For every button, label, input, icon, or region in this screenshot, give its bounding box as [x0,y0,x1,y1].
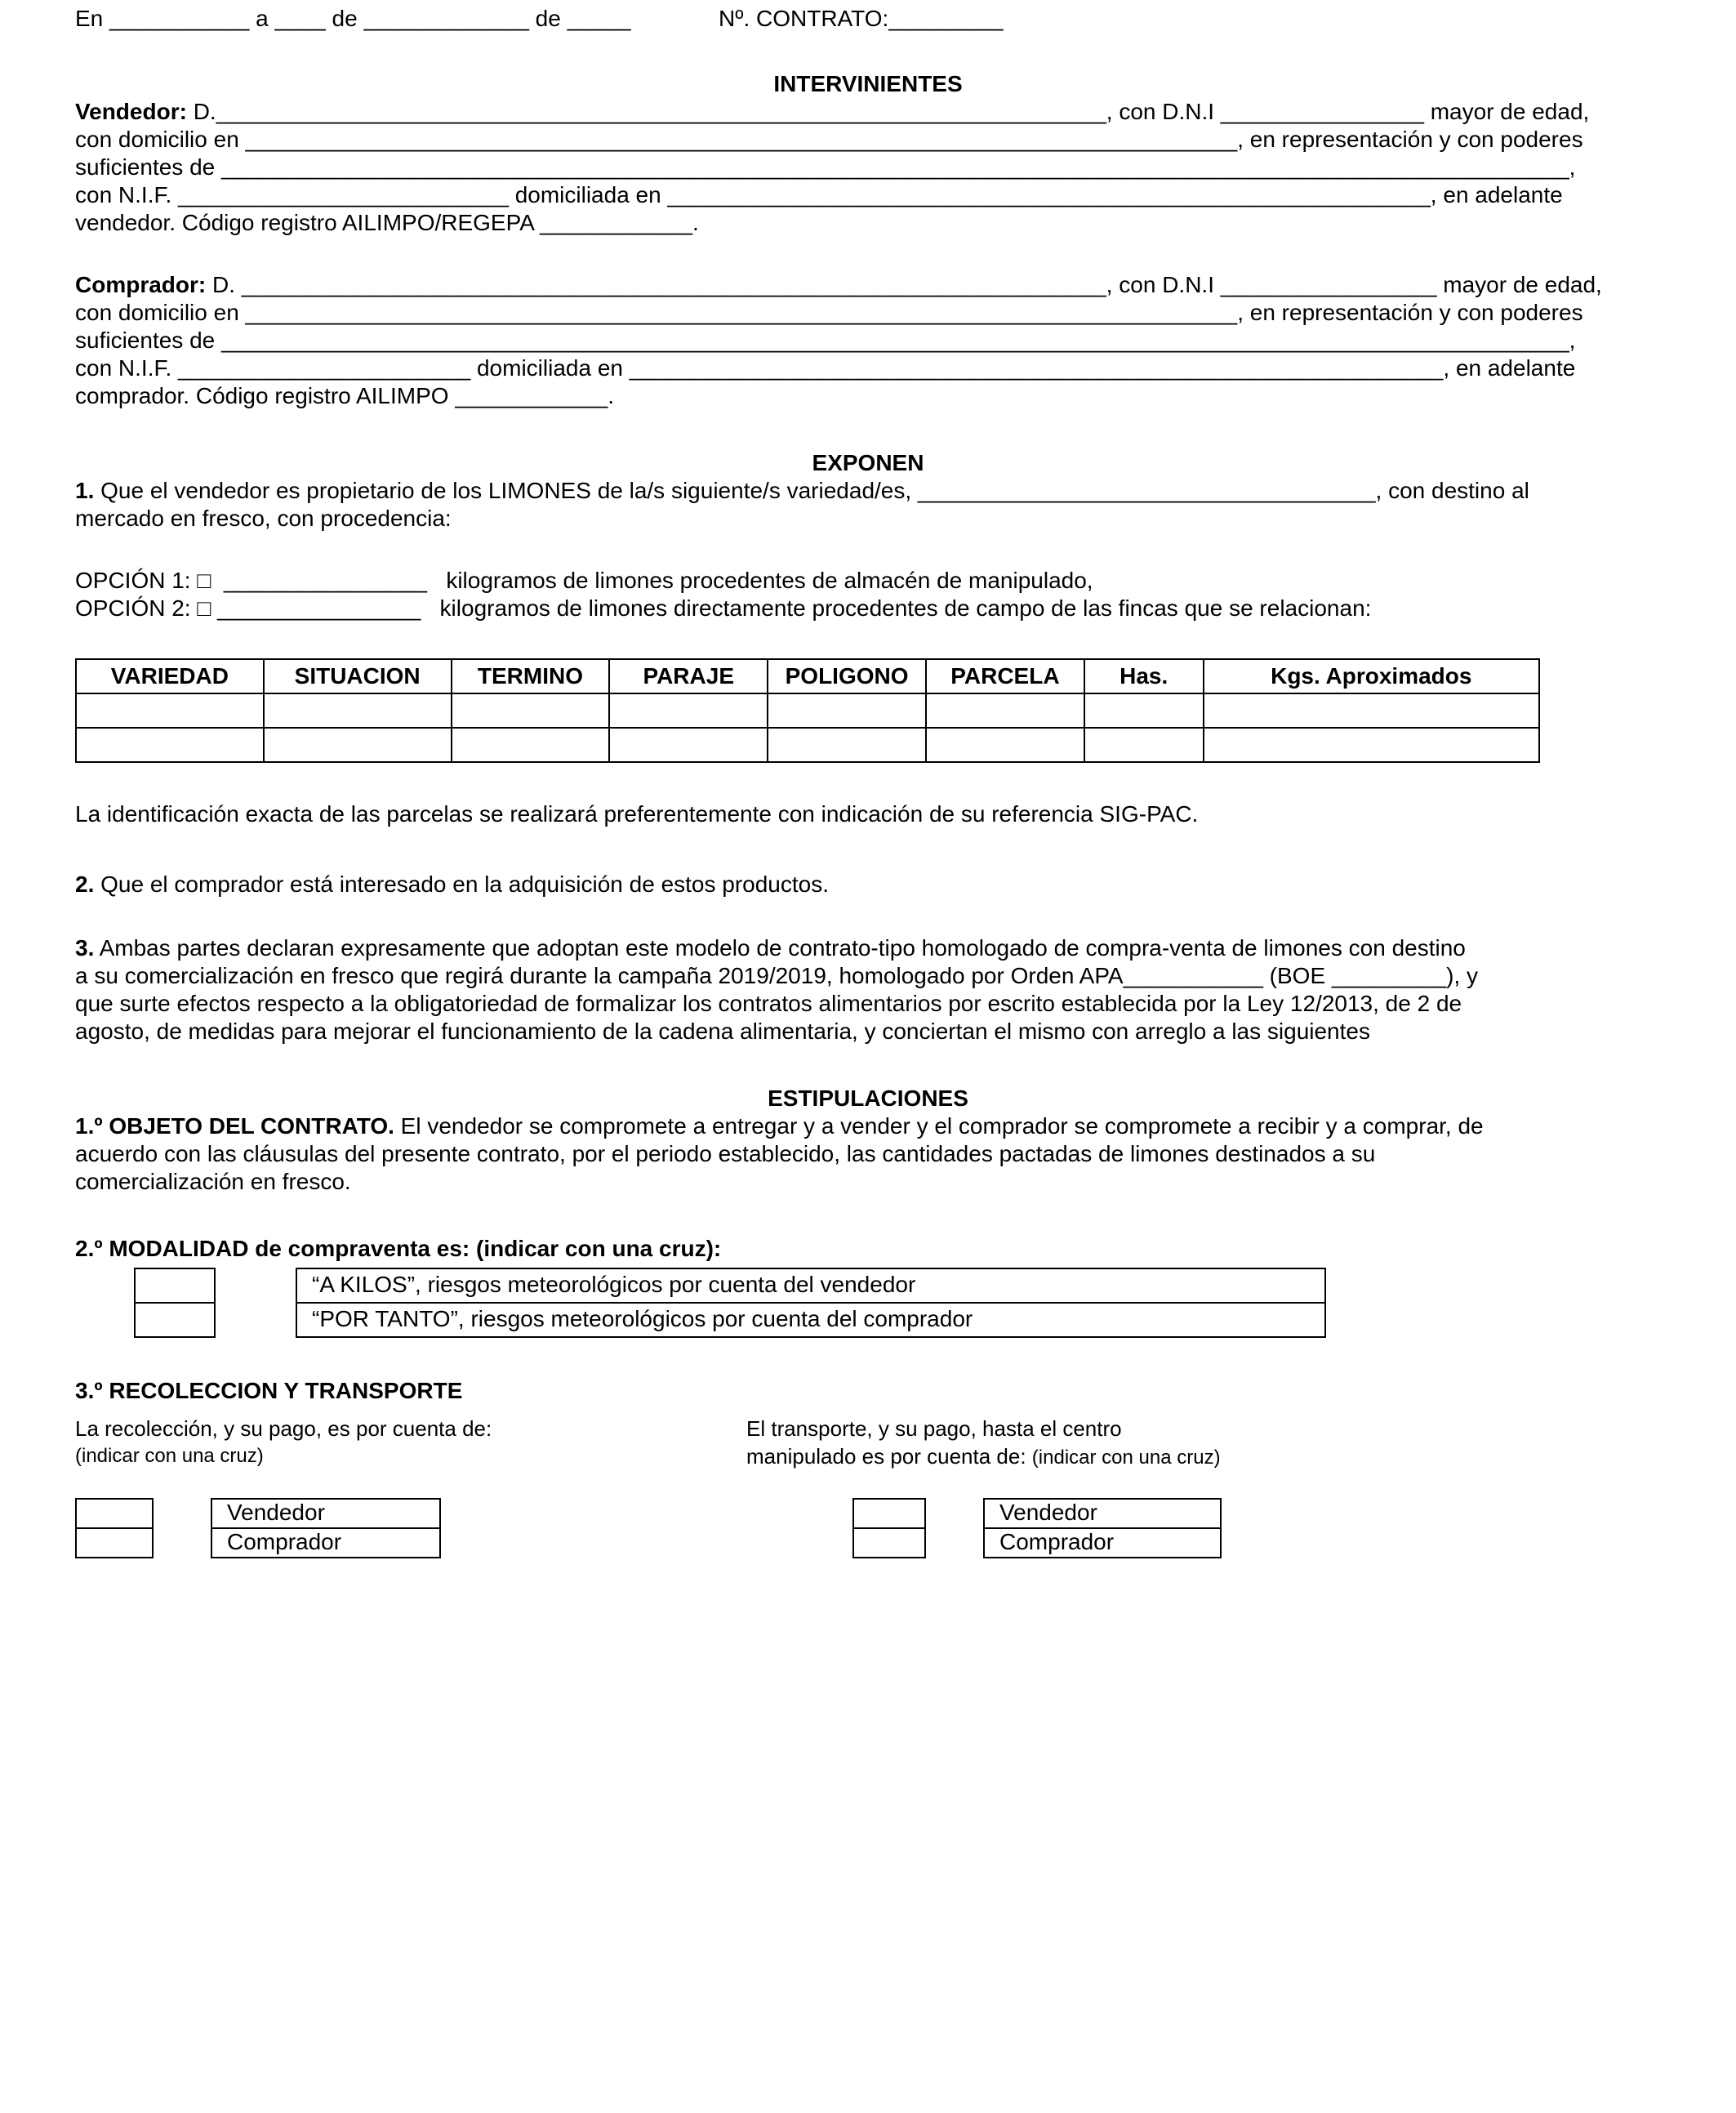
col-header-termino: TERMINO [452,659,610,693]
comprador-line-1 [75,271,1656,299]
table-row[interactable] [76,728,1539,762]
exponen-p2 [75,871,829,898]
estipulacion-1-line-1 [75,1112,1656,1140]
recoleccion-comprador-label: Comprador [211,1527,441,1558]
parcelas-table-header [76,659,1539,693]
recoleccion-vendedor-label: Vendedor [211,1498,441,1529]
table-cell[interactable] [264,693,452,728]
comprador-line-5: comprador. Código registro AILIMPO ____________. [75,383,614,408]
vendedor-label: Vendedor: [75,99,187,124]
estipulaciones-title: ESTIPULACIONES [768,1085,968,1111]
comprador-line-4: con N.I.F. _______________________ domiciliada en ________________________________________________________________, en adelante [75,355,1576,381]
table-cell[interactable] [609,693,768,728]
exponen-p2-number: 2. [75,872,95,897]
comprador-line-3: suficientes de __________________________________________________________________________________________________________, [75,328,1576,353]
contract-number-line: Nº. CONTRATO:_________ [719,6,1004,31]
col-header-kgs: Kgs. Aproximados [1204,659,1539,693]
transporte-comprador-checkbox[interactable] [852,1527,926,1558]
comprador-line-2: con domicilio en ______________________________________________________________________________, en representación y con poderes [75,300,1583,325]
exponen-p3-line-3: que surte efectos respecto a la obligatoriedad de formalizar los contratos alimentarios por escrito establecida por la Ley 12/2013, de 2 de [75,991,1462,1016]
por-tanto-option: “POR TANTO”, riesgos meteorológicos por cuenta del comprador [296,1302,1326,1338]
col-header-parcela: PARCELA [926,659,1084,693]
exponen-p2-text: Que el comprador está interesado en la adquisición de estos productos. [94,872,830,897]
exponen-p3-line-1 [75,934,1656,962]
transporte-vendedor-checkbox[interactable] [852,1498,926,1529]
por-tanto-checkbox[interactable] [134,1302,216,1338]
comprador-label: Comprador: [75,272,207,297]
recoleccion-note: (indicar con una cruz) [75,1445,264,1467]
parcelas-table [75,658,1540,763]
transporte-comprador-label: Comprador [983,1527,1222,1558]
exponen-title: EXPONEN [812,450,924,475]
table-cell[interactable] [768,728,926,762]
exponen-p3-line-2: a su comercialización en fresco que regirá durante la campaña 2019/2019, homologado por Orden APA___________ (BOE _________), y [75,963,1478,988]
transporte-label-line-2-text: manipulado es por cuenta de: [746,1444,1032,1469]
transporte-label: El transporte, y su pago, hasta el centro [746,1416,1122,1441]
exponen-p1-line-2: mercado en fresco, con procedencia: [75,506,452,531]
table-cell[interactable] [452,693,610,728]
a-kilos-checkbox[interactable] [134,1268,216,1304]
table-cell[interactable] [926,728,1084,762]
a-kilos-option: “A KILOS”, riesgos meteorológicos por cuenta del vendedor [296,1268,1326,1304]
col-header-situacion: SITUACION [264,659,452,693]
table-cell[interactable] [76,693,264,728]
col-header-paraje: PARAJE [609,659,768,693]
transporte-vendedor-label: Vendedor [983,1498,1222,1529]
vendedor-line-5: vendedor. Código registro AILIMPO/REGEPA ____________. [75,210,699,235]
table-cell[interactable] [76,728,264,762]
vendedor-line-1-text: D.______________________________________________________________________, con D.N.I ________________ mayor de edad, [186,99,1590,124]
table-cell[interactable] [1204,693,1539,728]
exponen-p3-line-1-text: Ambas partes declaran expresamente que adoptan este modelo de contrato-tipo homologado de compra-venta de limones con destino [94,935,1466,961]
estipulacion-3-heading: 3.º RECOLECCION Y TRANSPORTE [75,1378,463,1403]
vendedor-line-3: suficientes de __________________________________________________________________________________________________________, [75,154,1576,180]
estipulacion-1-line-3: comercialización en fresco. [75,1169,351,1194]
table-cell[interactable] [1084,693,1204,728]
opcion-2[interactable]: OPCIÓN 2: □ ________________ kilogramos de limones directamente procedentes de campo de las fincas que se relacionan: [75,595,1372,621]
table-cell[interactable] [1204,728,1539,762]
vendedor-line-1 [75,98,1656,126]
table-cell[interactable] [264,728,452,762]
date-place-line: En ___________ a ____ de _____________ de _____ [75,6,631,31]
exponen-p3-line-4: agosto, de medidas para mejorar el funcionamiento de la cadena alimentaria, y conciertan el mismo con arreglo a las siguientes [75,1019,1370,1044]
table-cell[interactable] [768,693,926,728]
exponen-p1-line-1-text: Que el vendedor es propietario de los LIMONES de la/s siguiente/s variedad/es, ____________________________________, con destino al [94,478,1529,503]
table-row[interactable] [76,693,1539,728]
exponen-p1-number: 1. [75,478,95,503]
col-header-poligono: POLIGONO [768,659,926,693]
recoleccion-label: La recolección, y su pago, es por cuenta de: [75,1416,492,1441]
comprador-line-1-text: D. ____________________________________________________________________, con D.N.I _________________ mayor de edad, [206,272,1602,297]
estipulacion-1-line-2: acuerdo con las cláusulas del presente contrato, por el periodo establecido, las cantidades pactadas de limones destinados a su [75,1141,1376,1166]
estipulacion-1-heading: 1.º OBJETO DEL CONTRATO. [75,1113,394,1139]
table-cell[interactable] [452,728,610,762]
exponen-p1-line-1 [75,477,1656,505]
transporte-note: (indicar con una cruz) [1031,1447,1221,1469]
vendedor-line-2: con domicilio en ______________________________________________________________________________, en representación y con poderes [75,127,1583,152]
recoleccion-comprador-checkbox[interactable] [75,1527,154,1558]
col-header-has: Has. [1084,659,1204,693]
col-header-variedad: VARIEDAD [76,659,264,693]
table-cell[interactable] [1084,728,1204,762]
recoleccion-vendedor-checkbox[interactable] [75,1498,154,1529]
estipulacion-1-line-1-text: El vendedor se compromete a entregar y a vender y el comprador se compromete a recibir y a comprar, de [394,1113,1484,1139]
vendedor-line-4: con N.I.F. __________________________ domiciliada en ____________________________________________________________, en adelante [75,182,1563,207]
opcion-1[interactable]: OPCIÓN 1: □ ________________ kilogramos de limones procedentes de almacén de manipulado, [75,568,1093,593]
transporte-label-line-2 [746,1442,1221,1472]
exponen-p3-number: 3. [75,935,95,961]
estipulacion-2-heading: 2.º MODALIDAD de compraventa es: (indicar con una cruz): [75,1236,722,1261]
sigpac-note: La identificación exacta de las parcelas se realizará preferentemente con indicación de su referencia SIG-PAC. [75,801,1199,827]
table-cell[interactable] [926,693,1084,728]
intervinientes-title: INTERVINIENTES [773,71,963,96]
table-cell[interactable] [609,728,768,762]
